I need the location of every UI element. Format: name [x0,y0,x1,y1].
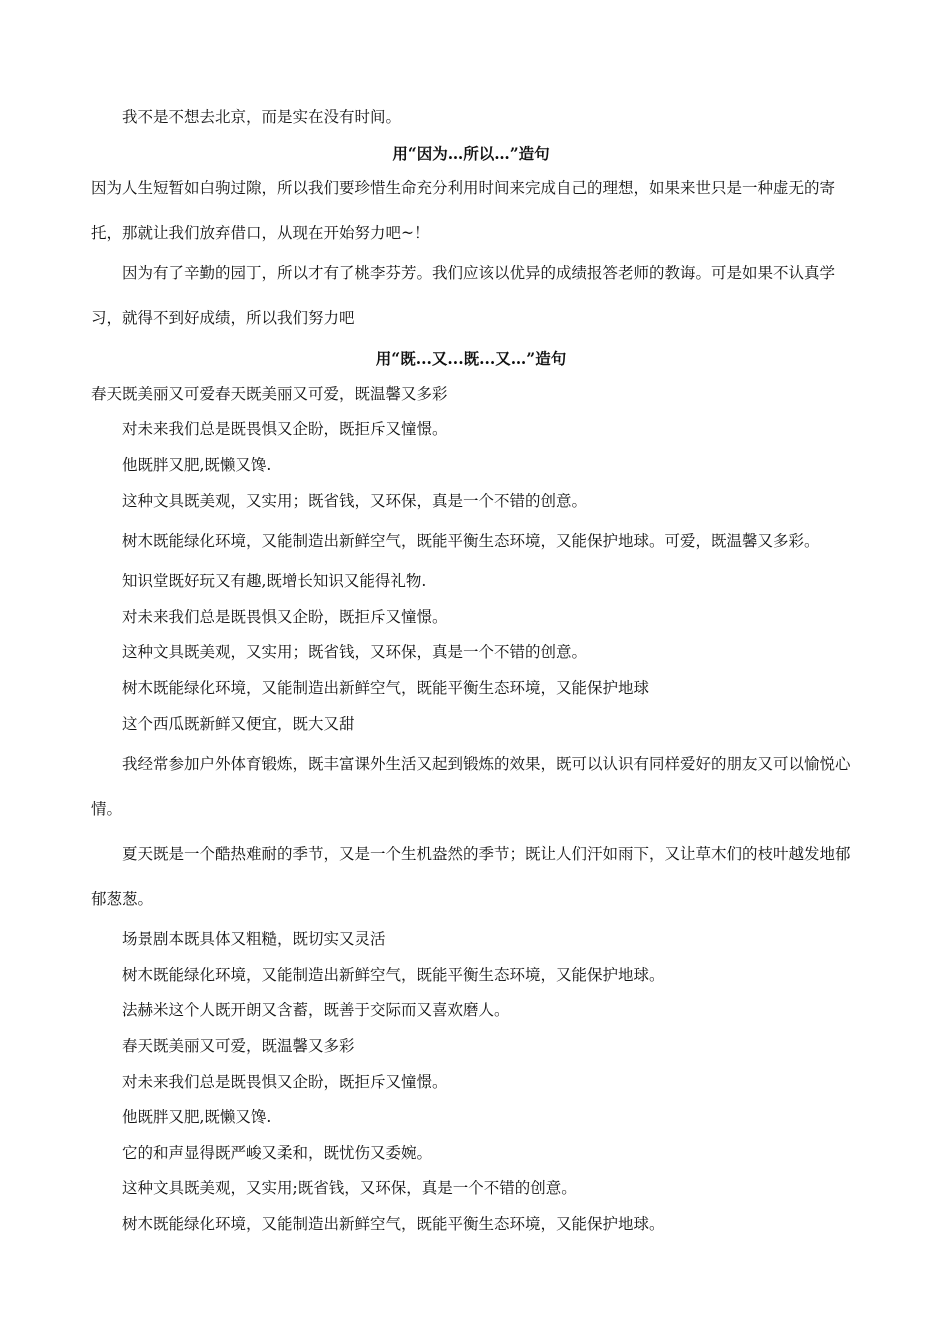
section-heading-yinwei-suoyi: 用“因为…所以…”造句 [392,143,550,163]
paragraph: 因为有了辛勤的园丁，所以才有了桃李芬芳。我们应该以优异的成绩报答老师的教诲。可是如果不认真学习，就得不到好成绩，所以我们努力吧 [91,264,836,328]
paragraph: 因为人生短暂如白驹过隙，所以我们要珍惜生命充分利用时间来完成自己的理想，如果来世只是一种虚无的寄托，那就让我们放弃借口，从现在开始努力吧~！ [91,179,836,243]
paragraph: 树木既能绿化环境，又能制造出新鲜空气，既能平衡生态环境，又能保护地球。 [122,1214,665,1233]
paragraph: 场景剧本既具体又粗糙，既切实又灵活 [122,930,386,949]
paragraph: 树木既能绿化环境，又能制造出新鲜空气，既能平衡生态环境，又能保护地球。 [122,965,665,984]
paragraph: 树木既能绿化环境，又能制造出新鲜空气，既能平衡生态环境，又能保护地球 [122,678,650,697]
paragraph: 我经常参加户外体育锻炼，既丰富课外生活又起到锻炼的效果，既可以认识有同样爱好的朋友又可以愉悦心情。 [91,755,851,819]
section-heading-ji-you: 用“既...又...既...又…”造句 [375,349,567,369]
paragraph: 他既胖又肥,既懒又馋. [122,455,272,474]
paragraph: 树木既能绿化环境，又能制造出新鲜空气，既能平衡生态环境，又能保护地球。可爱，既温馨又多彩。 [122,532,820,551]
paragraph: 春天既美丽又可爱春天既美丽又可爱，既温馨又多彩 [91,384,448,403]
paragraph: 这种文具既美观，又实用;既省钱，又环保，真是一个不错的创意。 [122,1179,577,1198]
paragraph: 这种文具既美观，又实用；既省钱，又环保，真是一个不错的创意。 [122,491,588,510]
paragraph: 它的和声显得既严峻又柔和，既忧伤又委婉。 [122,1143,433,1162]
paragraph: 春天既美丽又可爱，既温馨又多彩 [122,1036,355,1055]
paragraph: 对未来我们总是既畏惧又企盼，既拒斥又憧憬。 [122,1072,448,1091]
paragraph: 对未来我们总是既畏惧又企盼，既拒斥又憧憬。 [122,420,448,439]
paragraph: 知识堂既好玩又有趣,既增长知识又能得礼物. [122,572,427,591]
paragraph: 这个西瓜既新鲜又便宜，既大又甜 [122,714,355,733]
paragraph: 他既胖又肥,既懒又馋. [122,1108,272,1127]
paragraph: 这种文具既美观，又实用；既省钱，又环保，真是一个不错的创意。 [122,643,588,662]
document-body [91,100,851,1242]
paragraph: 对未来我们总是既畏惧又企盼，既拒斥又憧憬。 [122,607,448,626]
paragraph: 法赫米这个人既开朗又含蓄，既善于交际而又喜欢磨人。 [122,1001,510,1020]
paragraph: 夏天既是一个酷热难耐的季节，又是一个生机盎然的季节；既让人们汗如雨下，又让草木们的枝叶越发地郁郁葱葱。 [91,845,851,909]
intro-paragraph: 我不是不想去北京，而是实在没有时间。 [122,108,402,126]
